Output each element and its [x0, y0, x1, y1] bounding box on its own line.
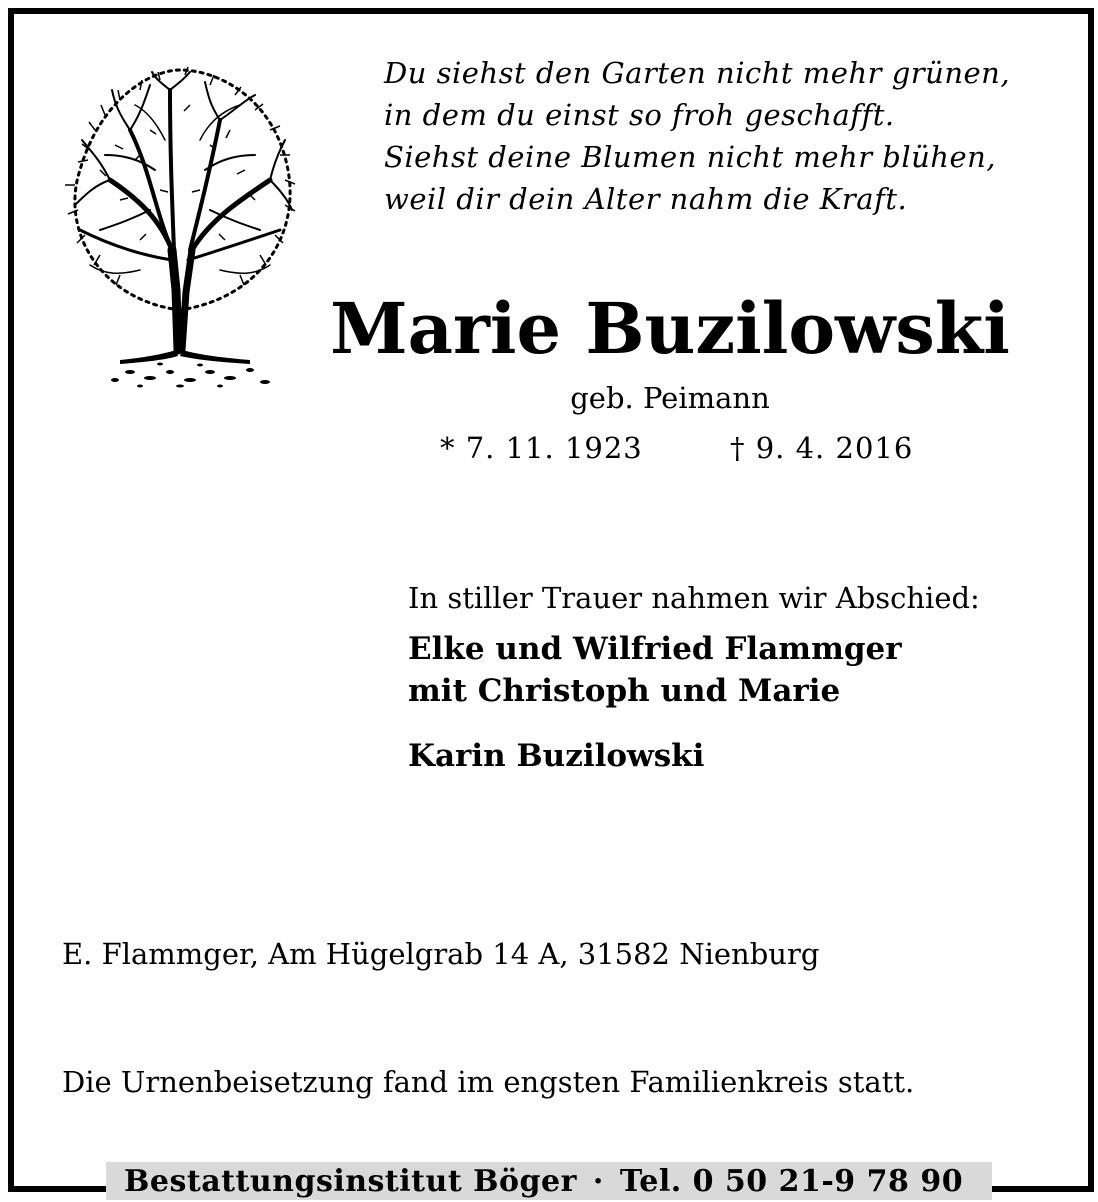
mourning-intro: In stiller Trauer nahmen wir Abschied:: [408, 581, 980, 615]
footer-separator: ·: [592, 1164, 604, 1199]
deceased-name: Marie Buzilowski: [330, 287, 1010, 370]
poem-line: weil dir dein Alter nahm die Kraft.: [384, 182, 908, 216]
death-date: † 9. 4. 2016: [730, 431, 914, 465]
poem-line: Siehst deine Blumen nicht mehr blühen,: [384, 140, 997, 174]
mourner-line: mit Christoph und Marie: [408, 673, 841, 709]
poem-line: Du siehst den Garten nicht mehr grünen,: [384, 56, 1011, 90]
burial-note: Die Urnenbeisetzung fand im engsten Familienkreis statt.: [62, 1065, 915, 1099]
funeral-home-phone: Tel. 0 50 21-9 78 90: [619, 1164, 964, 1199]
birth-date: * 7. 11. 1923: [440, 431, 643, 465]
mourner-line: Elke und Wilfried Flammger: [408, 631, 902, 667]
funeral-home-footer: [106, 1162, 992, 1200]
mourner-line: Karin Buzilowski: [408, 738, 705, 774]
poem-line: in dem du einst so froh geschafft.: [384, 98, 895, 132]
tree-icon: [60, 60, 300, 390]
poem: [384, 52, 1064, 220]
maiden-name: geb. Peimann: [570, 381, 770, 415]
funeral-home-name: Bestattungsinstitut Böger: [124, 1164, 577, 1199]
contact-address: E. Flammger, Am Hügelgrab 14 A, 31582 Nienburg: [62, 937, 820, 971]
